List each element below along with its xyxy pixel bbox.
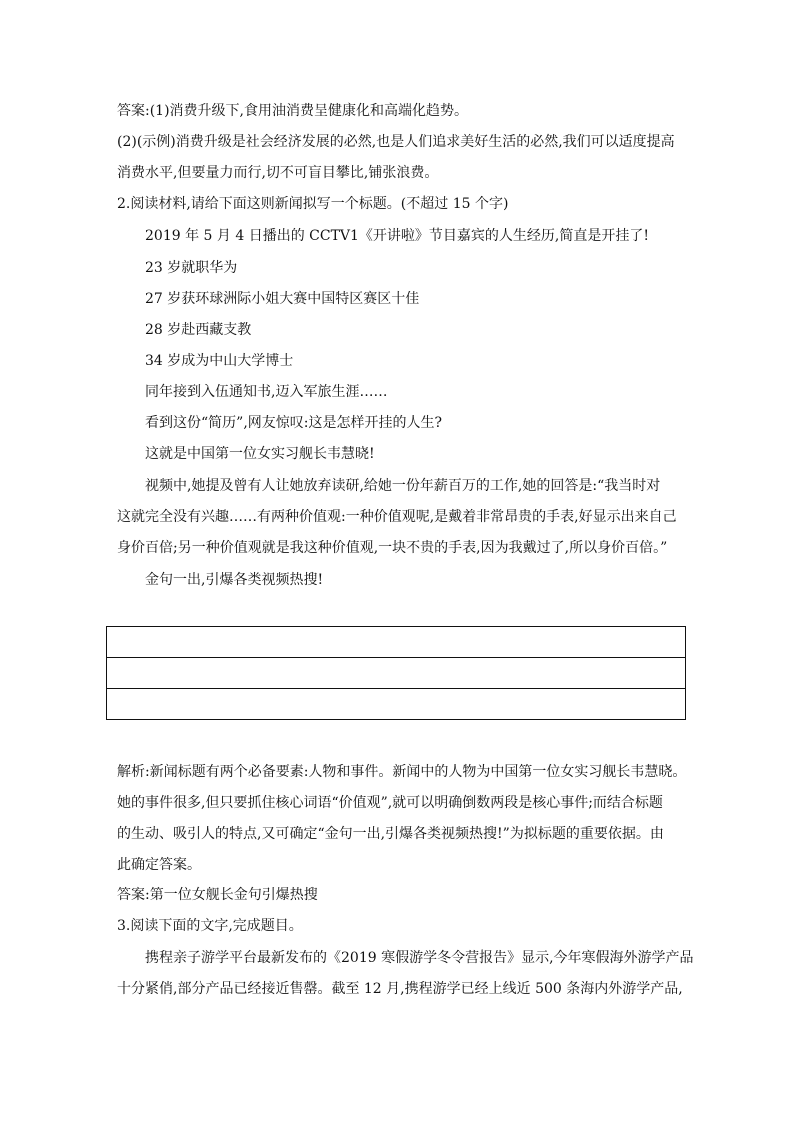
answer-writing-box[interactable] (106, 626, 686, 720)
material-line: 视频中,她提及曾有人让她放弃读研,给她一份年薪百万的工作,她的回答是:“我当时对 (145, 478, 661, 494)
answer-1-line-2: (2)(示例)消费升级是社会经济发展的必然,也是人们追求美好生活的必然,我们可以适度提高 (117, 134, 675, 150)
material-line: 27 岁获环球洲际小姐大赛中国特区赛区十佳 (145, 291, 420, 307)
analysis-line: 她的事件很多,但只要抓住核心词语“价值观”,就可以明确倒数两段是核心事件;而结合标题 (117, 795, 663, 811)
material-line: 身价百倍;另一种价值观就是我这种价值观,一块不贵的手表,因为我戴过了,所以身价百倍。” (117, 540, 668, 556)
material-line: 金句一出,引爆各类视频热搜! (145, 572, 324, 588)
material-line: 同年接到入伍通知书,迈入军旅生涯…… (145, 384, 388, 400)
question-3-prompt: 3.阅读下面的文字,完成题目。 (117, 918, 303, 934)
question-2-prompt: 2.阅读材料,请给下面这则新闻拟写一个标题。(不超过 15 个字) (117, 196, 509, 212)
material-line: 34 岁成为中山大学博士 (145, 353, 294, 369)
answer-box-row[interactable] (107, 658, 685, 689)
answer-1-line-1: 答案:(1)消费升级下,食用油消费呈健康化和高端化趋势。 (117, 103, 468, 119)
material-line: 看到这份“简历”,网友惊叹:这是怎样开挂的人生? (145, 415, 442, 431)
question-3-line: 携程亲子游学平台最新发布的《2019 寒假游学冬令营报告》显示,今年寒假海外游学产品 (145, 950, 694, 966)
answer-box-row[interactable] (107, 689, 685, 720)
material-line: 28 岁赴西藏支教 (145, 322, 252, 338)
material-line: 2019 年 5 月 4 日播出的 CCTV1《开讲啦》节目嘉宾的人生经历,简直是开挂了! (145, 228, 649, 244)
material-line: 23 岁就职华为 (145, 260, 238, 276)
answer-1-line-3: 消费水平,但要量力而行,切不可盲目攀比,铺张浪费。 (117, 165, 439, 181)
material-line: 这就完全没有兴趣……有两种价值观:一种价值观呢,是戴着非常昂贵的手表,好显示出来自己 (117, 509, 677, 525)
material-line: 这就是中国第一位女实习舰长韦慧晓! (145, 446, 375, 462)
question-2-answer: 答案:第一位女舰长金句引爆热搜 (117, 887, 318, 903)
analysis-line: 此确定答案。 (117, 857, 201, 873)
answer-box-row[interactable] (107, 627, 685, 658)
analysis-line: 解析:新闻标题有两个必备要素:人物和事件。新闻中的人物为中国第一位女实习舰长韦慧晓。 (117, 764, 687, 780)
question-3-line: 十分紧俏,部分产品已经接近售罄。截至 12 月,携程游学已经上线近 500 条海内外游学产品, (117, 981, 683, 997)
analysis-line: 的生动、吸引人的特点,又可确定“金句一出,引爆各类视频热搜!”为拟标题的重要依据。由 (117, 826, 664, 842)
